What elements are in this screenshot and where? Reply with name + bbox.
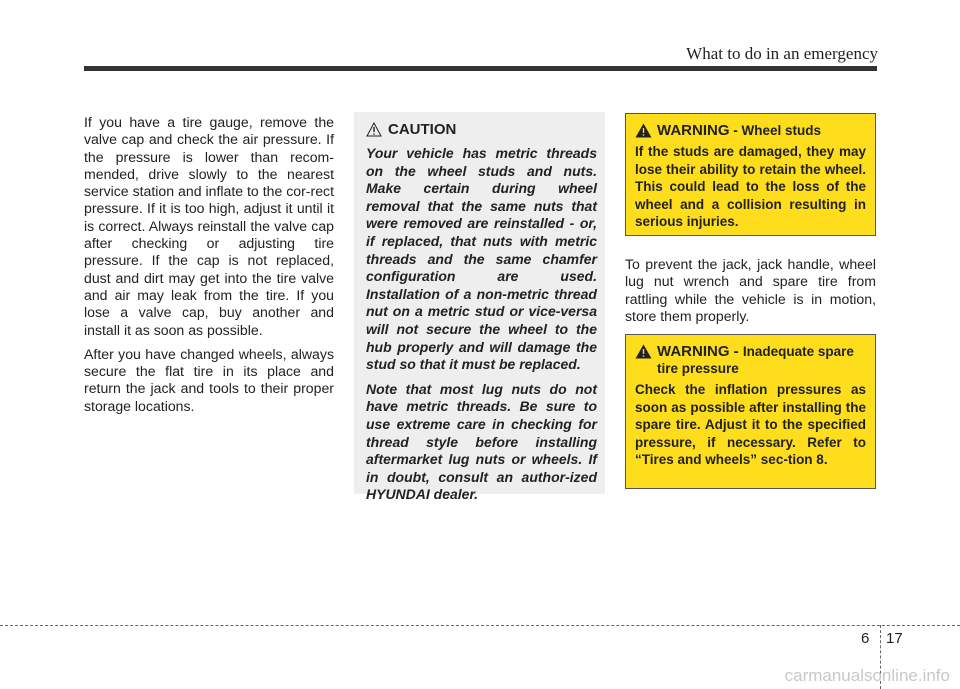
warning-subtitle: Inadequate spare tire pressure	[657, 344, 854, 376]
warning-triangle-icon	[635, 344, 652, 359]
warning-subtitle: - Wheel studs	[729, 123, 822, 138]
page-number: 17	[886, 630, 903, 647]
paragraph-tire-gauge: If you have a tire gauge, remove the valve cap and check the air pressure. If the pressure is lower than recom-mended, drive slowly to the nearest service station and inflate to the cor-rect pressure. If it is too high, adjust it until it is correct. Always reinstall the valve cap after checking or adjusting tire pressure. If the cap is not replaced, dust and dirt may get into the tire valve and air may leak from the tire. If you lose a valve cap, buy another and install it as soon as possible.	[84, 114, 334, 338]
caution-title: CAUTION	[388, 121, 457, 138]
caution-paragraph-lug-nuts: Note that most lug nuts do not have metric threads. Be sure to use extreme care in checking for thread style before installing aftermarket lug nuts or wheels. If in doubt, consult an author-ized HYUNDAI dealer.	[366, 380, 597, 503]
warning-title: WARNING -	[657, 343, 743, 360]
warning-triangle-icon	[635, 123, 652, 138]
caution-paragraph-metric-threads: Your vehicle has metric threads on the wheel studs and nuts. Make certain during wheel removal that the same nuts that were removed are reinstalled - or, if replaced, that nuts with metric threads and the same chamfer configuration are used. Installation of a non-metric thread nut on a metric stud or vice-versa will not secure the wheel to the hub properly and will damage the stud so that it must be replaced.	[366, 145, 597, 373]
footer-rule	[0, 625, 960, 626]
warning-body-wheel-studs: If the studs are damaged, they may lose their ability to retain the wheel. This could lead to the loss of the wheel and a collision resulting in serious injuries.	[635, 144, 866, 230]
warning-title: WARNING	[657, 122, 730, 139]
paragraph-changed-wheels: After you have changed wheels, always secure the flat tire in its place and return the jack and tools to their proper storage locations.	[84, 345, 334, 414]
warning-body-spare-tire: Check the inflation pressures as soon as possible after installing the spare tire. Adjust it to the specified pressure, if necessary. Refer to “Tires and wheels” sec-tion 8.	[635, 382, 866, 468]
watermark: carmanualsonline.info	[784, 666, 950, 685]
caution-body	[366, 145, 597, 511]
chapter-header-title: What to do in an emergency	[686, 44, 878, 63]
caution-box	[354, 112, 605, 503]
caution-triangle-icon	[366, 122, 382, 137]
header-rule	[84, 66, 877, 71]
warning-heading-wheel-studs	[635, 122, 866, 139]
paragraph-store-tools: To prevent the jack, jack handle, wheel lug nut wrench and spare tire from rattling while the vehicle is in motion, store them properly.	[625, 256, 876, 324]
page-chapter-number: 6	[861, 630, 870, 647]
warning-box-wheel-studs	[625, 113, 876, 236]
left-column	[84, 114, 334, 422]
right-column	[625, 256, 876, 325]
warning-heading-spare-tire	[635, 343, 866, 377]
caution-heading	[366, 121, 456, 138]
warning-box-spare-tire	[625, 334, 876, 489]
